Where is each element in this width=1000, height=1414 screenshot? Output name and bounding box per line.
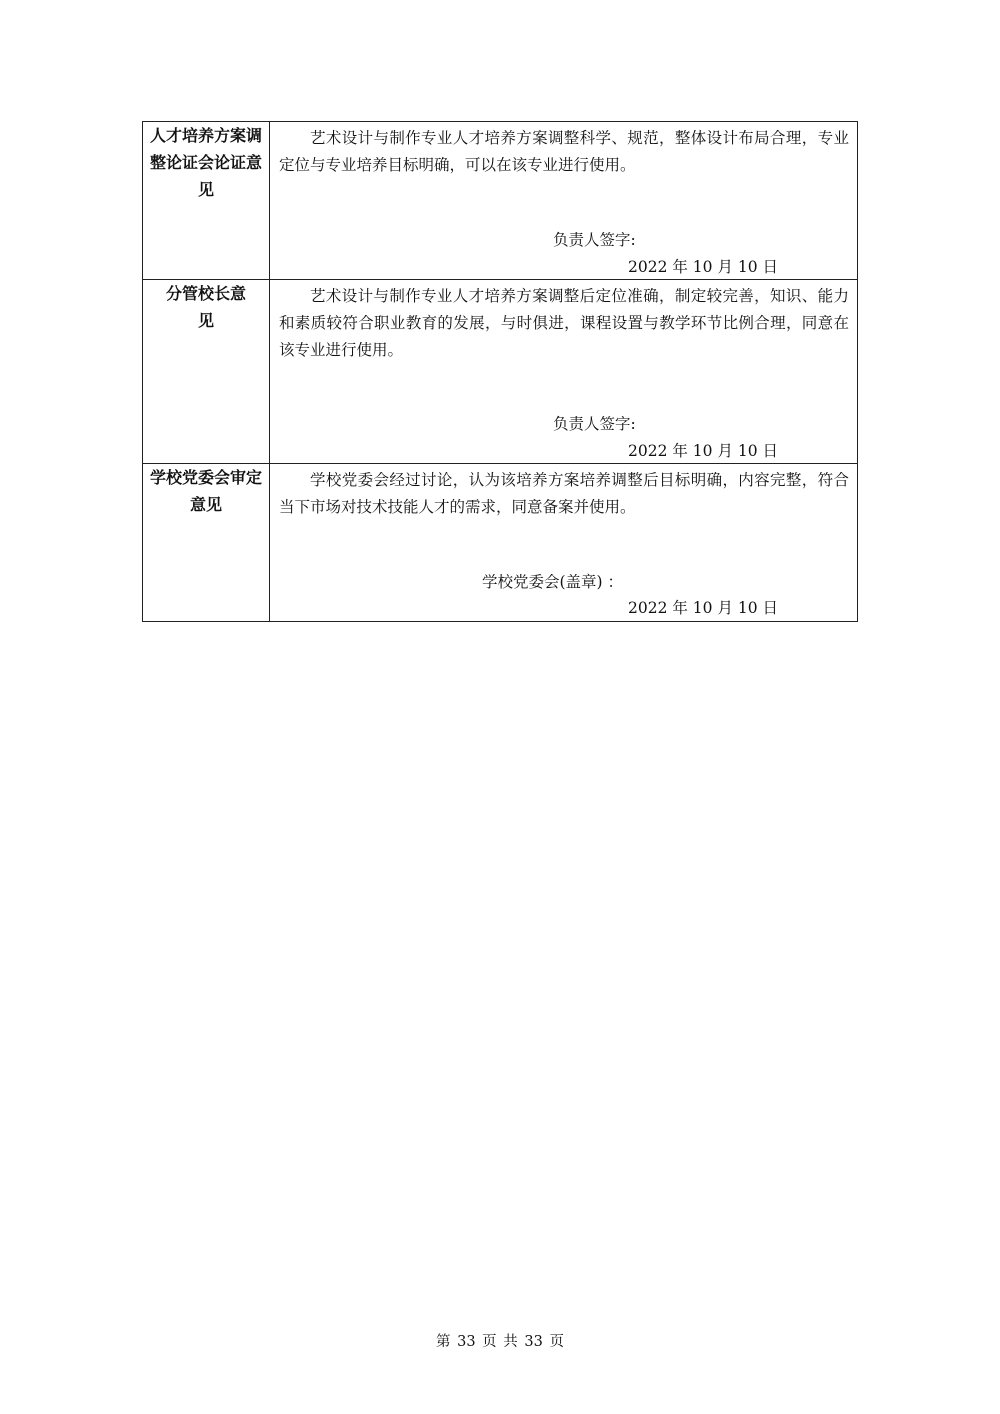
row-label: 学校党委会审定意见	[149, 468, 262, 514]
opinion-text: 学校党委会经过讨论，认为该培养方案培养调整后目标明确，内容完整，符合当下市场对技术技能人才的需求，同意备案并使用。	[279, 471, 849, 516]
date-text: 2022 年 10 月 10 日	[628, 258, 779, 276]
date-text: 2022 年 10 月 10 日	[628, 442, 779, 460]
row-label-cell	[143, 280, 270, 464]
opinion-cell	[270, 464, 858, 622]
opinion-cell	[270, 280, 858, 464]
opinion-text: 艺术设计与制作专业人才培养方案调整后定位准确，制定较完善，知识、能力和素质较符合职业教育的发展，与时俱进，课程设置与教学环节比例合理，同意在该专业进行使用。	[279, 287, 849, 359]
table-row	[143, 280, 858, 464]
signer-label: 负责人签字:	[553, 415, 636, 433]
opinion-cell	[270, 122, 858, 280]
row-label: 分管校长意见	[165, 284, 246, 330]
row-label-cell	[143, 122, 270, 280]
approval-table	[142, 121, 858, 622]
row-label-cell	[143, 464, 270, 622]
seal-label: 学校党委会(盖章) ：	[482, 573, 624, 591]
opinion-text: 艺术设计与制作专业人才培养方案调整科学、规范，整体设计布局合理，专业定位与专业培养目标明确，可以在该专业进行使用。	[279, 129, 849, 174]
page-number-footer: 第 33 页 共 33 页	[436, 1334, 564, 1350]
table-row	[143, 464, 858, 622]
row-label: 人才培养方案调整论证会论证意见	[149, 126, 262, 199]
date-text: 2022 年 10 月 10 日	[628, 599, 779, 617]
table-row	[143, 122, 858, 280]
signer-label: 负责人签字:	[553, 231, 636, 249]
